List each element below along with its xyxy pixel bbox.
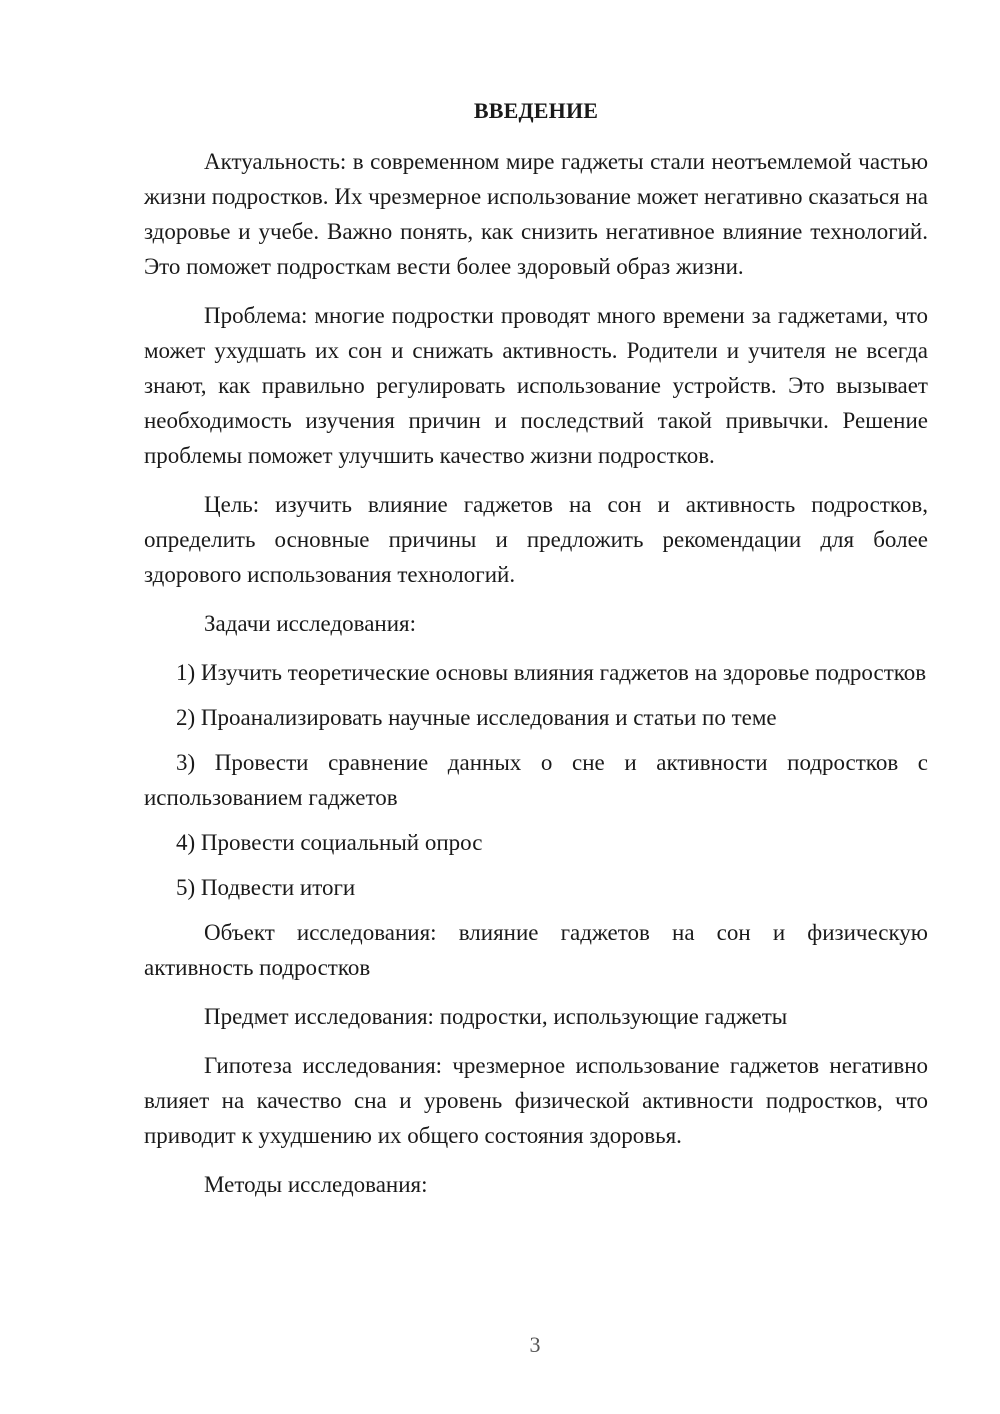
task-item-2: 2) Проанализировать научные исследования и статьи по теме — [176, 705, 777, 730]
task-item-5: 5) Подвести итоги — [176, 875, 356, 900]
page-number: 3 — [529, 1332, 541, 1357]
tasks-heading: Задачи исследования: — [204, 611, 417, 636]
task-item-4: 4) Провести социальный опрос — [176, 830, 483, 855]
methods-heading: Методы исследования: — [204, 1172, 428, 1197]
task-item-3: 3) Провести сравнение данных о сне и активности подростков с использованием гаджетов — [144, 750, 928, 810]
problem-paragraph: Проблема: многие подростки проводят много времени за гаджетами, что может ухудшать их сон и снижать активность. Родители и учителя не всегда знают, как правильно регулировать использование устройств. Это вызывает необходимость изучения причин и последствий такой привычки. Решение проблемы поможет улучшить качество жизни подростков. — [144, 303, 928, 468]
hypothesis-paragraph: Гипотеза исследования: чрезмерное использование гаджетов негативно влияет на качество сна и уровень физической активности подростков, что приводит к ухудшению их общего состояния здоровья. — [144, 1053, 928, 1148]
relevance-paragraph: Актуальность: в современном мире гаджеты стали неотъемлемой частью жизни подростков. Их чрезмерное использование может негативно сказаться на здоровье и учебе. Важно понять, как снизить негативное влияние технологий. Это поможет подросткам вести более здоровый образ жизни. — [144, 149, 928, 279]
goal-paragraph: Цель: изучить влияние гаджетов на сон и активность подростков, определить основные причины и предложить рекомендации для более здорового использования технологий. — [144, 492, 928, 587]
section-title: ВВЕДЕНИЕ — [473, 98, 599, 123]
object-paragraph: Объект исследования: влияние гаджетов на сон и физическую активность подростков — [144, 920, 928, 980]
page-content — [144, 96, 928, 1216]
subject-paragraph: Предмет исследования: подростки, использующие гаджеты — [204, 1004, 788, 1029]
task-item-1: 1) Изучить теоретические основы влияния гаджетов на здоровье подростков — [176, 660, 927, 685]
